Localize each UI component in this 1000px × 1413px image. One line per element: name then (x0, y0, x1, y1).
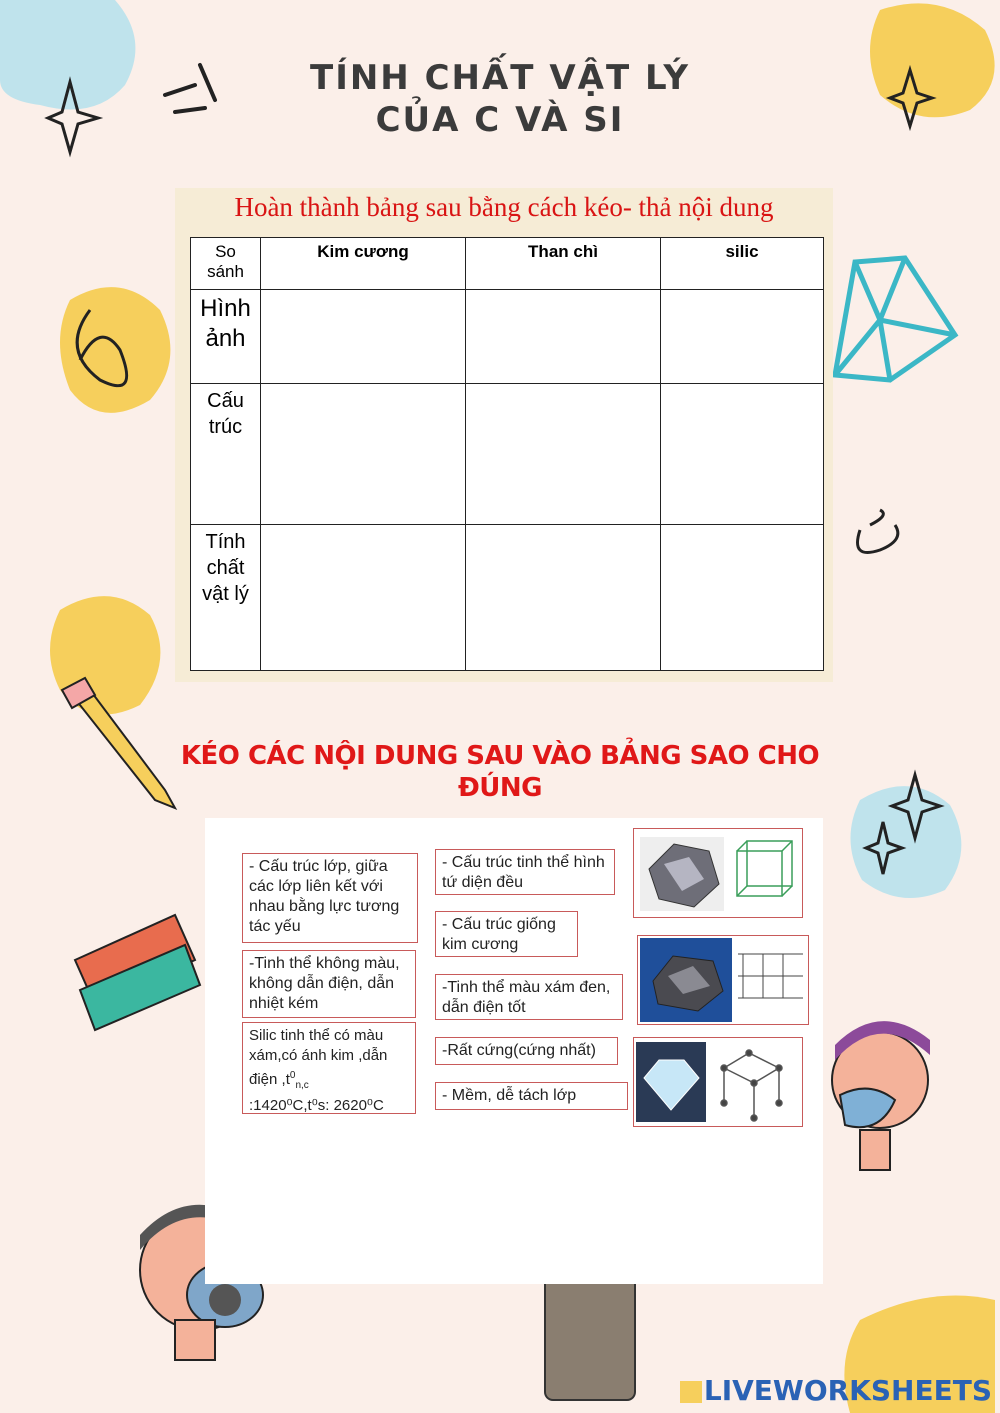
diamond-icon (835, 258, 955, 380)
drag-card[interactable]: - Mềm, dễ tách lớp (435, 1082, 628, 1110)
drag-title: KÉO CÁC NỘI DUNG SAU VÀO BẢNG SAO CHO ĐÚNG (180, 741, 820, 803)
header-kim-cuong: Kim cương (261, 238, 466, 290)
drag-card[interactable]: - Cấu trúc giống kim cương (435, 911, 578, 957)
drag-card[interactable]: - Cấu trúc lớp, giữa các lớp liên kết với nhau bằng lực tương tác yếu (242, 853, 418, 943)
image-card-graphite[interactable] (637, 935, 809, 1025)
header-so-sanh: So sánh (191, 238, 261, 290)
row-label-cau-truc: Cấu trúc (191, 384, 261, 525)
card-text: :1420⁰C,t⁰s: 2620⁰C (249, 1097, 384, 1114)
page-title-line2: CỦA C VÀ SI (375, 100, 625, 140)
graphite-image (638, 936, 808, 1024)
drop-zone[interactable] (661, 525, 824, 671)
card-text: Silic tinh thể có màu xám,có ánh kim ,dẫn điện ,t (249, 1027, 388, 1088)
drop-zone[interactable] (466, 525, 661, 671)
drop-zone[interactable] (466, 384, 661, 525)
drop-zone[interactable] (661, 290, 824, 384)
comparison-table (190, 237, 824, 671)
drag-card[interactable]: -Tinh thể không màu, không dẫn điện, dẫn nhiệt kém (242, 950, 416, 1018)
person-with-mask-icon (832, 1021, 930, 1170)
drop-zone[interactable] (466, 290, 661, 384)
image-card-silicon[interactable] (633, 828, 803, 918)
drag-card[interactable]: - Cấu trúc tinh thể hình tứ diện đều (435, 849, 615, 895)
drag-card[interactable]: -Tinh thể màu xám đen, dẫn điện tốt (435, 974, 623, 1020)
drop-zone[interactable] (261, 384, 466, 525)
squiggle-icon (858, 510, 898, 553)
drag-card[interactable]: Silic tinh thể có màu xám,có ánh kim ,dẫn điện $,t^0_{n,c}$ :1420⁰C,t⁰s: 2620⁰C (242, 1022, 416, 1114)
teal-blob-right (850, 786, 961, 898)
silicon-crystal-image (634, 829, 802, 917)
row-label-tinh-chat: Tính chất vật lý (191, 525, 261, 671)
row-label-hinh-anh: Hình ảnh (191, 290, 261, 384)
liveworksheets-logo: LIVEWORKSHEETS (680, 1374, 992, 1407)
header-silic: silic (661, 238, 824, 290)
page-title-line1: TÍNH CHẤT VẬT LÝ (310, 58, 690, 98)
drop-zone[interactable] (661, 384, 824, 525)
books-icon (75, 915, 200, 1030)
diamond-image (634, 1038, 802, 1126)
image-card-diamond[interactable] (633, 1037, 803, 1127)
drag-card[interactable]: -Rất cứng(cứng nhất) (435, 1037, 618, 1065)
drop-zone[interactable] (261, 290, 466, 384)
header-than-chi: Than chì (466, 238, 661, 290)
drop-zone[interactable] (261, 525, 466, 671)
instruction-text: Hoàn thành bảng sau bằng cách kéo- thả nội dung (234, 192, 774, 222)
